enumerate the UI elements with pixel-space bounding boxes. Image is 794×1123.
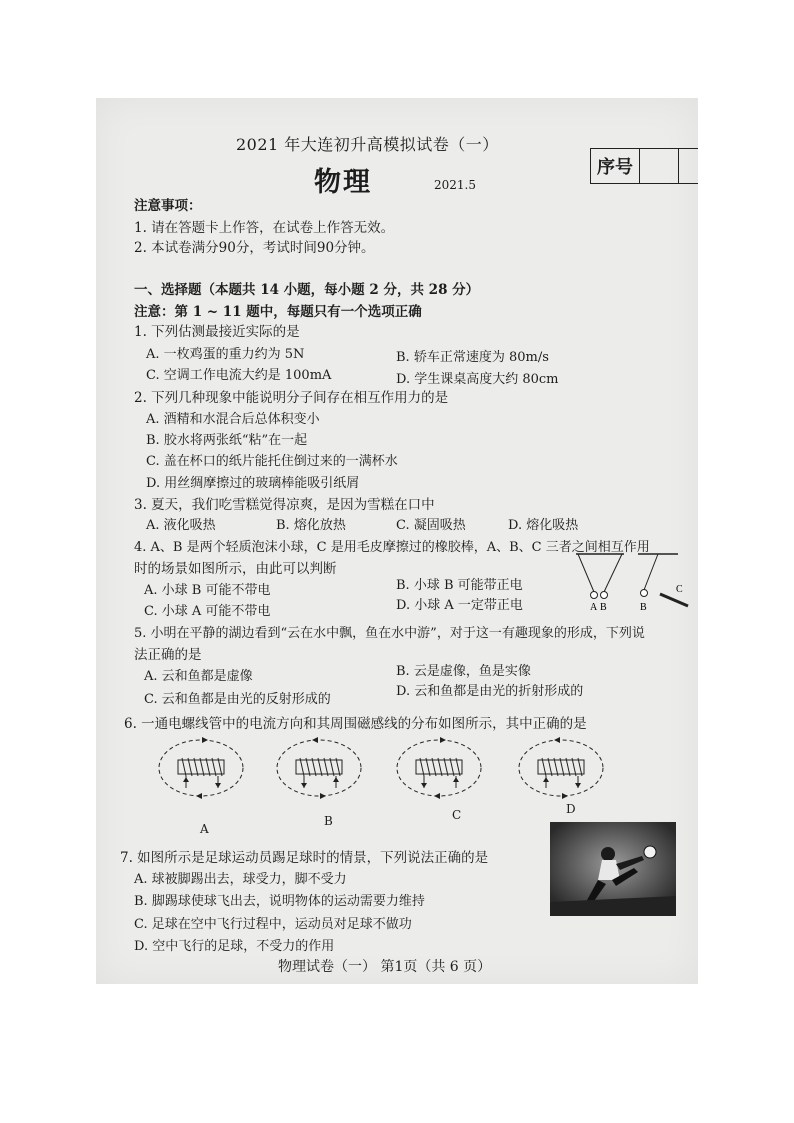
q3-option-c: C. 凝固吸热 xyxy=(396,518,466,533)
q5-option-b: B. 云是虚像，鱼是实像 xyxy=(396,664,531,679)
solenoid-label-c: C xyxy=(452,808,462,822)
q4-option-a: A. 小球 B 可能不带电 xyxy=(144,583,271,598)
fig-label-c: C xyxy=(676,584,683,595)
question-2-stem: 2. 下列几种现象中能说明分子间存在相互作用力的是 xyxy=(134,390,449,406)
fig-label-b: B xyxy=(600,602,607,612)
soccer-player-photo xyxy=(550,822,676,916)
fig-label-b2: B xyxy=(640,602,647,612)
q4-option-d: D. 小球 A 一定带正电 xyxy=(396,598,523,613)
q2-option-b: B. 胶水将两张纸“粘”在一起 xyxy=(146,433,308,448)
ball-b-alone xyxy=(641,590,648,597)
rubber-rod xyxy=(660,594,688,606)
solenoid-label-b: B xyxy=(324,814,333,828)
solenoid-figure-a xyxy=(156,728,246,808)
ball-a xyxy=(591,592,598,599)
serial-number-box xyxy=(590,148,698,184)
solenoid-label-d: D xyxy=(566,802,576,816)
q2-option-d: D. 用丝绸摩擦过的玻璃棒能吸引纸屑 xyxy=(146,476,360,491)
solenoid-figure-b xyxy=(274,728,364,808)
section-heading: 一、选择题（本题共 14 小题，每小题 2 分，共 28 分） xyxy=(134,282,480,298)
solenoid-figure-c xyxy=(394,728,484,808)
note-item: 2. 本试卷满分90分，考试时间90分钟。 xyxy=(134,240,375,256)
q2-option-a: A. 酒精和水混合后总体积变小 xyxy=(146,412,320,427)
question-4-stem: 4. A、B 是两个轻质泡沫小球，C 是用毛皮摩擦过的橡胶棒，A、B、C 三者之间相互作用 xyxy=(134,540,650,555)
q1-option-d: D. 学生课桌高度大约 80cm xyxy=(396,372,559,387)
notes-heading: 注意事项： xyxy=(134,198,202,214)
q7-option-d: D. 空中飞行的足球，不受力的作用 xyxy=(134,939,335,954)
note-item: 1. 请在答题卡上作答，在试卷上作答无效。 xyxy=(134,220,395,236)
exam-date: 2021.5 xyxy=(434,178,476,192)
q7-option-a: A. 球被脚踢出去，球受力，脚不受力 xyxy=(134,872,347,887)
exam-title: 2021 年大连初升高模拟试卷（一） xyxy=(236,135,499,154)
q1-option-c: C. 空调工作电流大约是 100mA xyxy=(146,368,332,383)
q5-option-d: D. 云和鱼都是由光的折射形成的 xyxy=(396,684,584,699)
q1-option-b: B. 轿车正常速度为 80m/s xyxy=(396,350,549,365)
page-footer: 物理试卷（一） 第1页（共 6 页） xyxy=(278,959,492,975)
q4-option-b: B. 小球 B 可能带正电 xyxy=(396,578,523,593)
solenoid-label-a: A xyxy=(200,822,209,836)
serial-cell xyxy=(679,149,698,183)
q4-option-c: C. 小球 A 可能不带电 xyxy=(144,604,271,619)
serial-cell xyxy=(640,149,679,183)
question-3-stem: 3. 夏天，我们吃雪糕觉得凉爽，是因为雪糕在口中 xyxy=(134,497,435,513)
question-6-stem: 6. 一通电螺线管中的电流方向和其周围磁感线的分布如图所示，其中正确的是 xyxy=(124,716,587,732)
subject-title: 物理 xyxy=(314,167,372,198)
ball-b xyxy=(601,592,608,599)
section-note: 注意：第 1 ~ 11 题中，每题只有一个选项正确 xyxy=(134,304,422,320)
q5-option-c: C. 云和鱼都是由光的反射形成的 xyxy=(144,692,331,707)
exam-paper xyxy=(96,98,698,984)
q3-option-b: B. 熔化放热 xyxy=(276,518,346,533)
q1-option-a: A. 一枚鸡蛋的重力约为 5N xyxy=(146,347,305,362)
q7-option-c: C. 足球在空中飞行过程中，运动员对足球不做功 xyxy=(134,917,412,932)
soccer-ball xyxy=(644,846,656,858)
q3-option-a: A. 液化吸热 xyxy=(146,518,216,533)
q5-option-a: A. 云和鱼都是虚像 xyxy=(144,669,253,684)
fig-label-a: A xyxy=(590,602,598,612)
q2-option-c: C. 盖在杯口的纸片能托住倒过来的一满杯水 xyxy=(146,454,398,469)
q3-option-d: D. 熔化吸热 xyxy=(508,518,579,533)
q7-option-b: B. 脚踢球使球飞出去，说明物体的运动需要力维持 xyxy=(134,894,425,909)
charged-balls-figure xyxy=(572,550,696,612)
question-7-stem: 7. 如图所示是足球运动员踢足球时的情景，下列说法正确的是 xyxy=(120,850,489,866)
question-1-stem: 1. 下列估测最接近实际的是 xyxy=(134,324,300,340)
serial-label: 序号 xyxy=(591,149,640,183)
question-5-stem: 5. 小明在平静的湖边看到“云在水中飘，鱼在水中游”，对于这一有趣现象的形成，下列说 xyxy=(134,626,645,641)
question-5-stem-cont: 法正确的是 xyxy=(134,647,202,663)
question-4-stem-cont: 时的场景如图所示，由此可以判断 xyxy=(134,561,337,577)
solenoid-figure-d xyxy=(516,728,606,808)
